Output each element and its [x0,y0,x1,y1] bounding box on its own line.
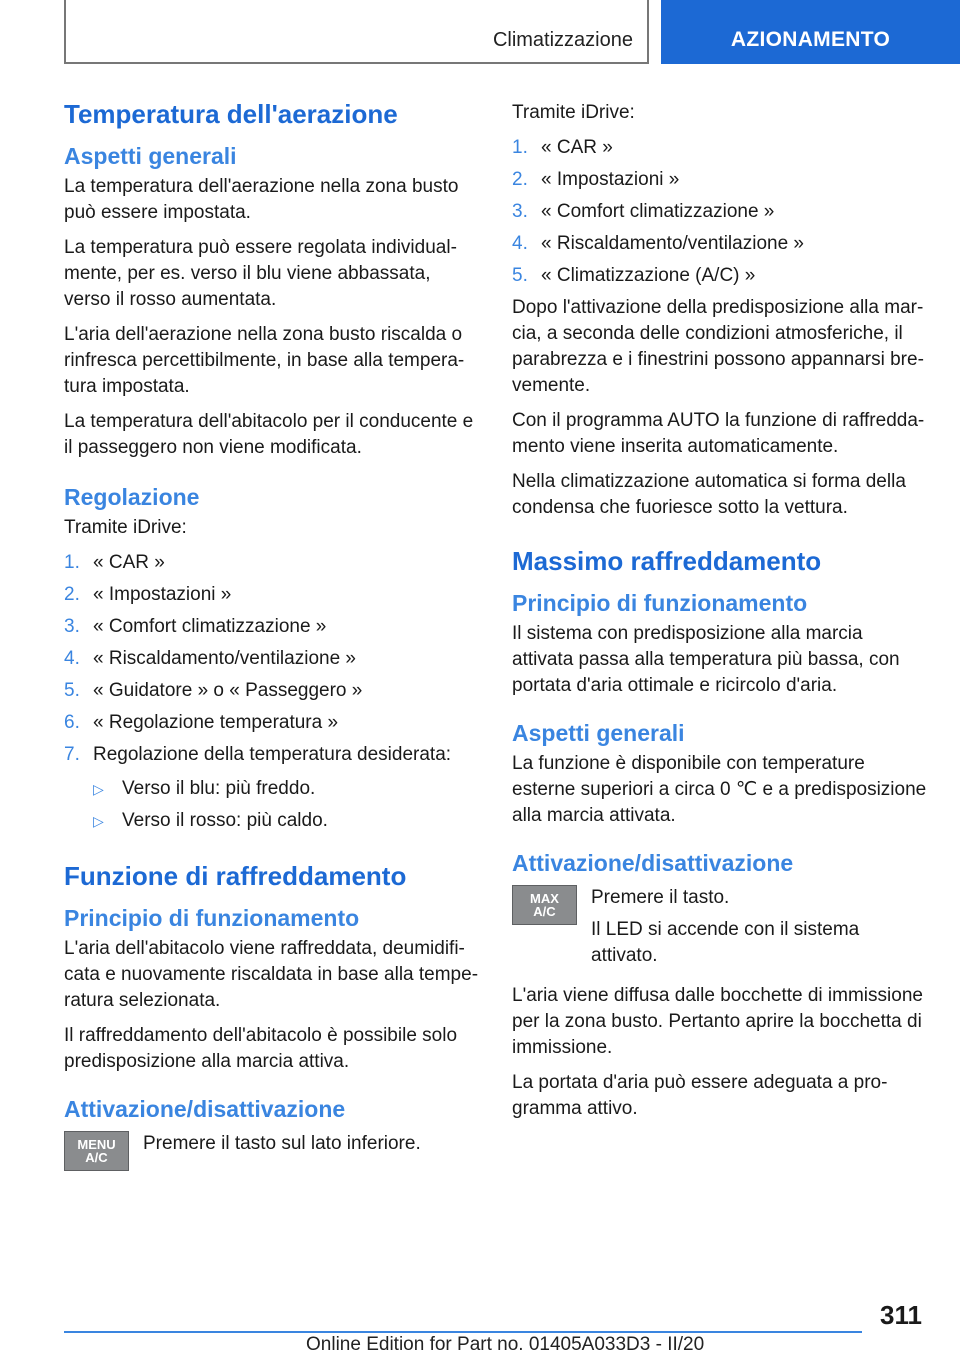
sub-bullet-list [93,776,480,834]
menu-ac-key-icon [64,1131,129,1171]
step-number: 1. [64,552,80,573]
step-text: « Comfort climatizzazione » [541,201,775,222]
key-instruction-row [512,885,928,975]
subheading-principio: Principio di funzionamento [64,905,360,931]
header-box [64,0,649,64]
step-number: 5. [64,680,80,701]
heading-massimo-raffreddamento: Massimo raffreddamento [512,546,822,576]
list-item [512,135,928,161]
step-text: « Impostazioni » [541,169,680,190]
paragraph: L'aria dell'aerazione nella zona busto riscalda o rinfresca percettibilmente, in base alla temperatura impostata. [64,324,465,397]
step-number: 4. [64,648,80,669]
bullet-text: Verso il blu: più freddo. [122,778,316,799]
subheading-aspetti-generali: Aspetti generali [512,720,685,746]
key-label-line1: MAX [530,891,559,906]
subheading-regolazione: Regolazione [64,484,200,510]
paragraph: La funzione è disponibile con temperature esterne superiori a circa 0 ℃ e a predisposizione alla marcia attivata. [512,753,927,826]
list-item [64,614,480,640]
list-item [64,550,480,576]
step-number: 5. [512,265,528,286]
list-item [93,776,480,802]
right-column [512,100,928,1131]
chapter-tab[interactable]: AZIONAMENTO [661,0,960,64]
list-item [64,646,480,672]
subheading-attivazione: Attivazione/disattivazione [512,850,794,876]
paragraph: Nella climatizzazione automatica si forma della condensa che fuoriesce sotto la vettura. [512,471,906,518]
step-text: « Guidatore » o « Passeggero » [93,680,363,701]
step-text: « CAR » [541,137,613,158]
paragraph: L'aria viene diffusa dalle bocchette di immissione per la zona busto. Pertanto aprire la bocchetta di immissione. [512,985,923,1058]
left-column [64,98,480,1171]
key-instruction-row [64,1131,480,1171]
step-number: 3. [64,616,80,637]
paragraph: La portata d'aria può essere adeguata a programma attivo. [512,1072,888,1119]
step-text: « Comfort climatizzazione » [93,616,327,637]
step-text: « Impostazioni » [93,584,232,605]
step-number: 3. [512,201,528,222]
step-number: 1. [512,137,528,158]
key-label-line2: A/C [85,1150,108,1165]
list-item [64,710,480,736]
paragraph: Tramite iDrive: [64,517,187,538]
step-text: « Riscaldamento/ventilazione » [541,233,804,254]
bullet-text: Verso il rosso: più caldo. [122,810,328,831]
paragraph: Premere il tasto sul lato inferiore. [143,1133,421,1154]
subheading-attivazione: Attivazione/disattivazione [64,1096,346,1122]
list-item [64,582,480,608]
steps-list [512,135,928,289]
list-item [512,199,928,225]
key-instruction-text [591,885,928,975]
paragraph: Il LED si accende con il sistema attivato. [591,919,860,966]
step-number: 6. [64,712,80,733]
key-label-line1: MENU [77,1137,116,1152]
step-text: « CAR » [93,552,165,573]
paragraph: La temperatura dell'aerazione nella zona busto può essere impostata. [64,176,459,223]
step-number: 7. [64,744,80,765]
list-item [93,808,480,834]
paragraph: La temperatura può essere regolata individualmente, per es. verso il blu viene abbassata, verso il rosso aumentata. [64,237,457,310]
paragraph: Dopo l'attivazione della predisposizione alla marcia, a seconda delle condizioni atmosferiche, il parabrezza e i finestrini possono appannarsi brevemente. [512,297,924,396]
subheading-principio: Principio di funzionamento [512,590,808,616]
steps-list [64,550,480,834]
paragraph: L'aria dell'abitacolo viene raffreddata, deumidificata e nuovamente riscaldata in base alla temperatura selezionata. [64,938,479,1011]
list-item [64,742,480,834]
heading-temperatura-aerazione: Temperatura dell'aerazione [64,99,398,129]
subheading-aspetti-generali: Aspetti generali [64,143,237,169]
step-number: 2. [64,584,80,605]
list-item [512,167,928,193]
step-number: 4. [512,233,528,254]
page-number: 311 [880,1300,922,1330]
step-text: « Regolazione temperatura » [93,712,339,733]
max-ac-key-icon [512,885,577,925]
triangle-bullet-icon: ▷ [93,813,104,829]
step-number: 2. [512,169,528,190]
list-item [512,263,928,289]
heading-funzione-raffreddamento: Funzione di raffreddamento [64,861,407,891]
list-item [64,678,480,704]
footer-divider [64,1331,862,1333]
step-text: « Riscaldamento/ventilazione » [93,648,356,669]
paragraph: Il sistema con predisposizione alla marcia attivata passa alla temperatura più bassa, con portata d'aria ottimale e ricircolo d'aria. [512,623,900,696]
section-title: Climatizzazione [492,29,633,51]
paragraph: Il raffreddamento dell'abitacolo è possibile solo predisposizione alla marcia attiva. [64,1025,458,1072]
paragraph: La temperatura dell'abitacolo per il conducente e il passeggero non viene modificata. [64,411,474,458]
paragraph: Con il programma AUTO la funzione di raffreddamento viene inserita automaticamente. [512,410,925,457]
triangle-bullet-icon: ▷ [93,781,104,797]
edition-note: Online Edition for Part no. 01405A033D3 - II/20 [306,1334,705,1355]
key-instruction-text [143,1131,421,1163]
key-label-line2: A/C [533,904,556,919]
paragraph: Premere il tasto. [591,887,730,908]
paragraph: Tramite iDrive: [512,102,635,123]
step-text: Regolazione della temperatura desiderata: [93,744,452,765]
list-item [512,231,928,257]
step-text: « Climatizzazione (A/C) » [541,265,756,286]
